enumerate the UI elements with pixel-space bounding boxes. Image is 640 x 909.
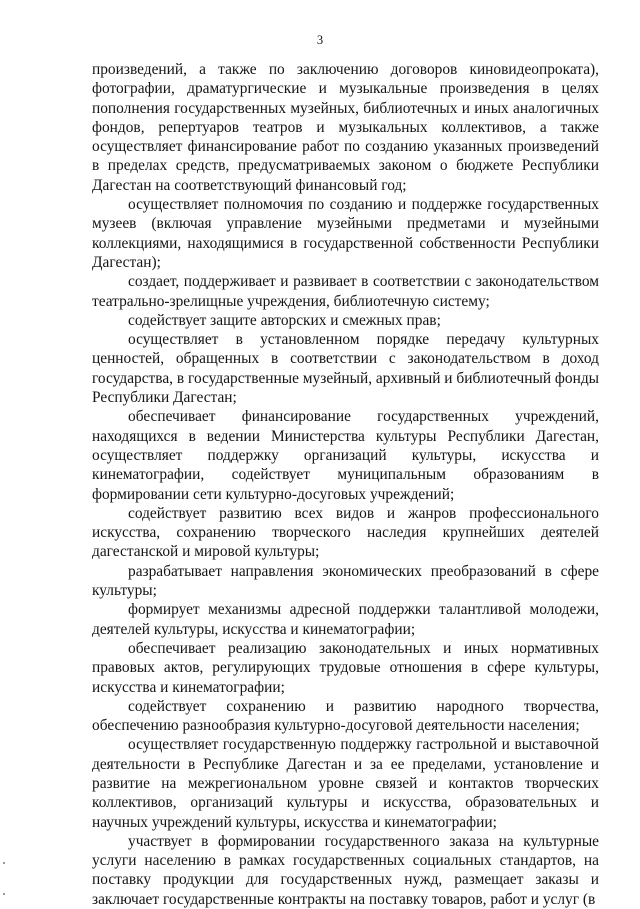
paragraph: обеспечивает реализацию законодательных и иных нормативных правовых актов, регулирующих трудовые отношения в сфере культуры, искусства и кинематографии; [92,639,599,696]
paragraph: осуществляет государственную поддержку гастрольной и выставочной деятельности в Республике Дагестан и за ее пределами, установление и развитие на межрегиональном уровне связей и контактов творческих коллективов, организаций культуры и искусства, образовательных и научных учреждений культуры, искусства и кинематографии; [92,736,599,831]
scan-artifact-dot [3,893,5,895]
paragraph: содействует развитию всех видов и жанров профессионального искусства, сохранению творческого наследия крупнейших деятелей дагестанской и мировой культуры; [92,504,599,561]
paragraph: содействует сохранению и развитию народного творчества, обеспечению разнообразия культурно-досуговой деятельности населения; [92,697,599,735]
page-number: 3 [316,33,324,47]
paragraph: содействует защите авторских и смежных прав; [128,311,441,329]
paragraph: обеспечивает финансирование государственных учреждений, находящихся в ведении Министерства культуры Республики Дагестан, осуществляет поддержку организаций культуры, искусства и кинематографии, содействует муниципальным образованиям в формировании сети культурно-досуговых учреждений; [92,408,599,503]
document-body [92,60,599,909]
paragraph: формирует механизмы адресной поддержки талантливой молодежи, деятелей культуры, искусства и кинематографии; [92,601,599,638]
paragraph: осуществляет полномочия по созданию и поддержке государственных музеев (включая управление музейными предметами и музейными коллекциями, находящимися в государственной собственности Республики Дагестан); [92,196,599,271]
paragraph-continued: произведений, а также по заключению договоров киновидеопроката), фотографии, драматургические и музыкальные произведения в целях пополнения государственных музейных, библиотечных и иных аналогичных фондов, репертуаров театров и музыкальных коллективов, а также осуществляет финансирование работ по созданию указанных произведений в пределах средств, предусматриваемых законом о бюджете Республики Дагестан на соответствующий финансовый год; [92,61,599,194]
paragraph: создает, поддерживает и развивает в соответствии с законодательством театрально-зрелищные учреждения, библиотечную систему; [92,273,599,310]
paragraph: участвует в формировании государственного заказа на культурные услуги населению в рамках государственных социальных стандартов, на поставку продукции для государственных нужд, размещает заказы и заключает государственные контракты на поставку товаров, работ и услуг (в [92,832,599,908]
paragraph: осуществляет в установленном порядке передачу культурных ценностей, обращенных в соответствии с законодательством в доход государства, в государственные музейный, архивный и библиотечный фонды Республики Дагестан; [92,331,599,407]
paragraph: разрабатывает направления экономических преобразований в сфере культуры; [92,562,599,600]
scan-artifact-dot [3,862,5,864]
